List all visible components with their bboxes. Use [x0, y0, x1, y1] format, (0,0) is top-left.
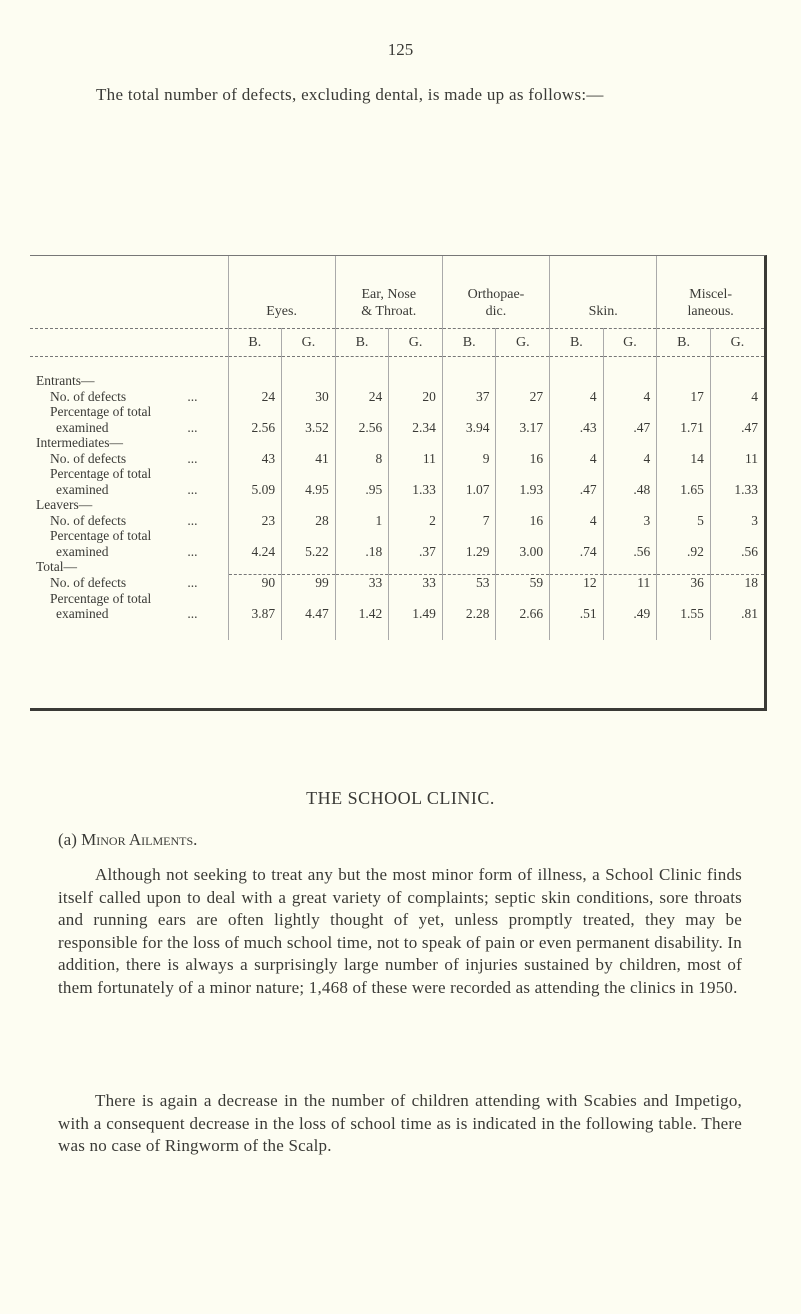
defects-value: 41: [282, 451, 336, 467]
percentage-value: 3.94: [442, 404, 496, 435]
row-label-text: examined: [56, 543, 109, 559]
percentage-value: 4.24: [228, 528, 282, 559]
empty-cell: [282, 559, 336, 575]
empty-cell: [496, 497, 550, 513]
defects-value: 11: [389, 451, 443, 467]
empty-cell: [335, 559, 389, 575]
empty-cell: [496, 373, 550, 389]
row-label: [30, 591, 228, 640]
defects-value: 7: [442, 513, 496, 529]
percentage-value: 1.07: [442, 466, 496, 497]
group-label: Entrants—: [36, 373, 95, 388]
percentage-value: .81: [710, 591, 764, 640]
row-label-text: No. of defects: [50, 450, 127, 466]
defects-grid: [30, 256, 764, 640]
row-label-text: [36, 544, 228, 560]
empty-cell: [228, 373, 282, 389]
percentage-value: 3.00: [496, 528, 550, 559]
empty-cell: [282, 373, 336, 389]
row-label: [30, 513, 228, 529]
empty-cell: [442, 373, 496, 389]
intro-sentence: The total number of defects, excluding dental, is made up as follows:—: [96, 85, 604, 104]
separator-cell: [30, 357, 228, 374]
defects-value: 33: [335, 575, 389, 591]
defects-value: 20: [389, 389, 443, 405]
percentage-row: [30, 591, 764, 640]
subsection-heading: [58, 830, 197, 850]
defects-row: [30, 513, 764, 529]
separator-cell: [282, 357, 336, 374]
percentage-value: 1.33: [710, 466, 764, 497]
defects-value: 4: [710, 389, 764, 405]
percentage-value: .56: [603, 528, 657, 559]
sex-header: B.: [657, 329, 711, 357]
leader-dots: ...: [187, 606, 198, 621]
sex-header: G.: [282, 329, 336, 357]
corner-cell: [30, 256, 228, 329]
column-group-label: Eyes.: [266, 304, 297, 319]
empty-cell: [389, 373, 443, 389]
column-group-header: [550, 256, 657, 329]
separator-cell: [389, 357, 443, 374]
empty-cell: [657, 559, 711, 575]
subheader-row: [30, 329, 764, 357]
defects-value: 33: [389, 575, 443, 591]
empty-cell: [335, 373, 389, 389]
group-row: [30, 373, 764, 389]
defects-value: 24: [335, 389, 389, 405]
column-group-label: Miscel-: [689, 287, 733, 302]
percentage-value: 1.71: [657, 404, 711, 435]
empty-cell: [550, 435, 604, 451]
page-number: 125: [387, 40, 414, 59]
row-label: [30, 404, 228, 435]
empty-cell: [228, 559, 282, 575]
percentage-value: 2.34: [389, 404, 443, 435]
paragraph-1: [58, 864, 742, 999]
leader-dots: ...: [187, 574, 198, 590]
empty-cell: [550, 497, 604, 513]
column-group-label: & Throat.: [361, 304, 417, 319]
subheading-title: Minor Ailments.: [81, 830, 198, 849]
percentage-value: .56: [710, 528, 764, 559]
defects-row: [30, 575, 764, 591]
percentage-value: .47: [603, 404, 657, 435]
column-group-header: [228, 256, 335, 329]
empty-cell: [657, 373, 711, 389]
row-label-text: No. of defects: [50, 388, 127, 404]
defects-value: 4: [603, 389, 657, 405]
empty-cell: [442, 559, 496, 575]
empty-cell: [496, 435, 550, 451]
defects-value: 11: [710, 451, 764, 467]
defects-value: 16: [496, 451, 550, 467]
separator-cell: [335, 357, 389, 374]
sex-header: B.: [442, 329, 496, 357]
separator-cell: [228, 357, 282, 374]
defects-value: 18: [710, 575, 764, 591]
defects-value: 12: [550, 575, 604, 591]
column-group-header: [657, 256, 764, 329]
defects-value: 53: [442, 575, 496, 591]
defects-value: 30: [282, 389, 336, 405]
defects-value: 3: [603, 513, 657, 529]
row-label-text: examined: [56, 606, 109, 621]
row-label: [30, 451, 228, 467]
percentage-value: 5.09: [228, 466, 282, 497]
percentage-value: 1.42: [335, 591, 389, 640]
empty-cell: [496, 559, 550, 575]
row-label-text: Percentage of total: [50, 528, 152, 543]
empty-cell: [282, 435, 336, 451]
percentage-value: 1.29: [442, 528, 496, 559]
percentage-value: 1.65: [657, 466, 711, 497]
defects-value: 16: [496, 513, 550, 529]
defects-value: 4: [550, 513, 604, 529]
percentage-value: 3.87: [228, 591, 282, 640]
sex-header: B.: [228, 329, 282, 357]
empty-cell: [282, 497, 336, 513]
separator-cell: [442, 357, 496, 374]
empty-cell: [550, 559, 604, 575]
empty-cell: [442, 435, 496, 451]
empty-cell: [335, 435, 389, 451]
separator-cell: [657, 357, 711, 374]
percentage-value: .18: [335, 528, 389, 559]
empty-cell: [710, 559, 764, 575]
group-row: [30, 559, 764, 575]
intro-text: [58, 84, 748, 106]
sex-header: B.: [550, 329, 604, 357]
defects-value: 43: [228, 451, 282, 467]
empty-cell: [710, 435, 764, 451]
defects-value: 5: [657, 513, 711, 529]
column-group-label: Orthopae-: [467, 287, 525, 302]
separator-row: [30, 357, 764, 374]
defects-value: 28: [282, 513, 336, 529]
defects-value: 4: [550, 389, 604, 405]
group-label: Intermediates—: [36, 435, 123, 450]
defects-row: [30, 451, 764, 467]
percentage-value: .51: [550, 591, 604, 640]
percentage-value: 4.95: [282, 466, 336, 497]
empty-cell: [389, 559, 443, 575]
defects-value: 23: [228, 513, 282, 529]
row-label-text: [36, 482, 228, 498]
subheading-prefix: (a): [58, 830, 82, 849]
defects-value: 59: [496, 575, 550, 591]
sex-header: G.: [603, 329, 657, 357]
row-label: [30, 389, 228, 405]
percentage-value: 3.52: [282, 404, 336, 435]
percentage-value: .43: [550, 404, 604, 435]
defects-table: [30, 255, 767, 711]
leader-dots: ...: [187, 543, 198, 559]
leader-dots: ...: [187, 481, 198, 497]
empty-cell: [442, 497, 496, 513]
percentage-value: .47: [710, 404, 764, 435]
percentage-value: 2.66: [496, 591, 550, 640]
defects-value: 8: [335, 451, 389, 467]
sex-header: G.: [710, 329, 764, 357]
empty-cell: [389, 435, 443, 451]
paragraph-2: [58, 1090, 742, 1158]
defects-value: 37: [442, 389, 496, 405]
empty-cell: [657, 435, 711, 451]
column-group-label: Skin.: [588, 304, 618, 319]
empty-cell: [389, 497, 443, 513]
group-label: Total—: [36, 559, 78, 574]
percentage-row: [30, 466, 764, 497]
leader-dots: ...: [187, 419, 198, 435]
sex-header: G.: [496, 329, 550, 357]
row-label: [30, 466, 228, 497]
leader-dots: ...: [187, 450, 198, 466]
empty-cell: [228, 435, 282, 451]
paragraph-text: There is again a decrease in the number of children attending with Scabies and Impetigo, with a consequent decrease in the loss of school time as is indicated in the following table. There was no case of Ringworm of the Scalp.: [58, 1091, 742, 1155]
percentage-value: 4.47: [282, 591, 336, 640]
row-label: [30, 528, 228, 559]
defects-value: 2: [389, 513, 443, 529]
empty-cell: [550, 373, 604, 389]
defects-value: 99: [282, 575, 336, 591]
defects-value: 36: [657, 575, 711, 591]
leader-dots: ...: [187, 388, 198, 404]
percentage-row: [30, 528, 764, 559]
column-group-label: dic.: [485, 304, 507, 319]
sex-header: B.: [335, 329, 389, 357]
row-label-text: [36, 420, 228, 436]
percentage-value: .92: [657, 528, 711, 559]
percentage-value: 1.93: [496, 466, 550, 497]
defects-value: 4: [603, 451, 657, 467]
sex-header: G.: [389, 329, 443, 357]
empty-cell: [228, 497, 282, 513]
separator-cell: [710, 357, 764, 374]
group-row: [30, 435, 764, 451]
header-row: [30, 256, 764, 329]
row-label-text: Percentage of total: [50, 466, 152, 481]
defects-value: 3: [710, 513, 764, 529]
separator-cell: [496, 357, 550, 374]
empty-cell: [603, 373, 657, 389]
separator-cell: [550, 357, 604, 374]
row-label-text: No. of defects: [50, 574, 127, 590]
defects-value: 90: [228, 575, 282, 591]
row-label-text: Percentage of total: [50, 404, 152, 419]
paragraph-text: Although not seeking to treat any but the most minor form of illness, a School Clinic finds itself called upon to deal with a great variety of complaints; septic skin conditions, sore throats and running ears are often lightly thought of yet, unless promptly treated, they may be responsible for the loss of much school time, not to speak of pain or even permanent disability. In addition, there is always a surprisingly large number of injuries sustained by children, most of them fortunately of a minor nature; 1,468 of these were recorded as attending the clinics in 1950.: [58, 865, 742, 997]
section-heading: THE SCHOOL CLINIC.: [306, 788, 495, 808]
percentage-row: [30, 404, 764, 435]
empty-cell: [710, 497, 764, 513]
row-label-text: examined: [56, 481, 109, 497]
percentage-value: 2.56: [228, 404, 282, 435]
leader-dots: ...: [187, 512, 198, 528]
column-group-label: Ear, Nose: [361, 287, 417, 302]
defects-value: 11: [603, 575, 657, 591]
defects-value: 9: [442, 451, 496, 467]
percentage-value: 1.55: [657, 591, 711, 640]
empty-cell: [710, 373, 764, 389]
defects-value: 14: [657, 451, 711, 467]
column-group-label: laneous.: [687, 304, 734, 319]
percentage-value: .47: [550, 466, 604, 497]
percentage-value: .48: [603, 466, 657, 497]
column-group-header: [442, 256, 549, 329]
empty-cell: [657, 497, 711, 513]
percentage-value: 1.49: [389, 591, 443, 640]
percentage-value: 2.56: [335, 404, 389, 435]
percentage-value: .49: [603, 591, 657, 640]
defects-value: 17: [657, 389, 711, 405]
percentage-value: 3.17: [496, 404, 550, 435]
row-label: [30, 575, 228, 591]
percentage-value: 5.22: [282, 528, 336, 559]
empty-cell: [603, 497, 657, 513]
group-row: [30, 497, 764, 513]
column-group-header: [335, 256, 442, 329]
defects-value: 4: [550, 451, 604, 467]
percentage-value: .37: [389, 528, 443, 559]
row-label-text: Percentage of total: [50, 590, 152, 606]
row-label-text: [36, 606, 228, 622]
defects-value: 1: [335, 513, 389, 529]
corner-cell: [30, 329, 228, 357]
defects-value: 24: [228, 389, 282, 405]
separator-cell: [603, 357, 657, 374]
group-label: Leavers—: [36, 497, 93, 512]
percentage-value: 2.28: [442, 591, 496, 640]
percentage-value: 1.33: [389, 466, 443, 497]
row-label-text: examined: [56, 419, 109, 435]
percentage-value: .74: [550, 528, 604, 559]
defects-value: 27: [496, 389, 550, 405]
percentage-value: .95: [335, 466, 389, 497]
empty-cell: [603, 559, 657, 575]
row-label-text: No. of defects: [50, 512, 127, 528]
empty-cell: [603, 435, 657, 451]
defects-row: [30, 389, 764, 405]
empty-cell: [335, 497, 389, 513]
